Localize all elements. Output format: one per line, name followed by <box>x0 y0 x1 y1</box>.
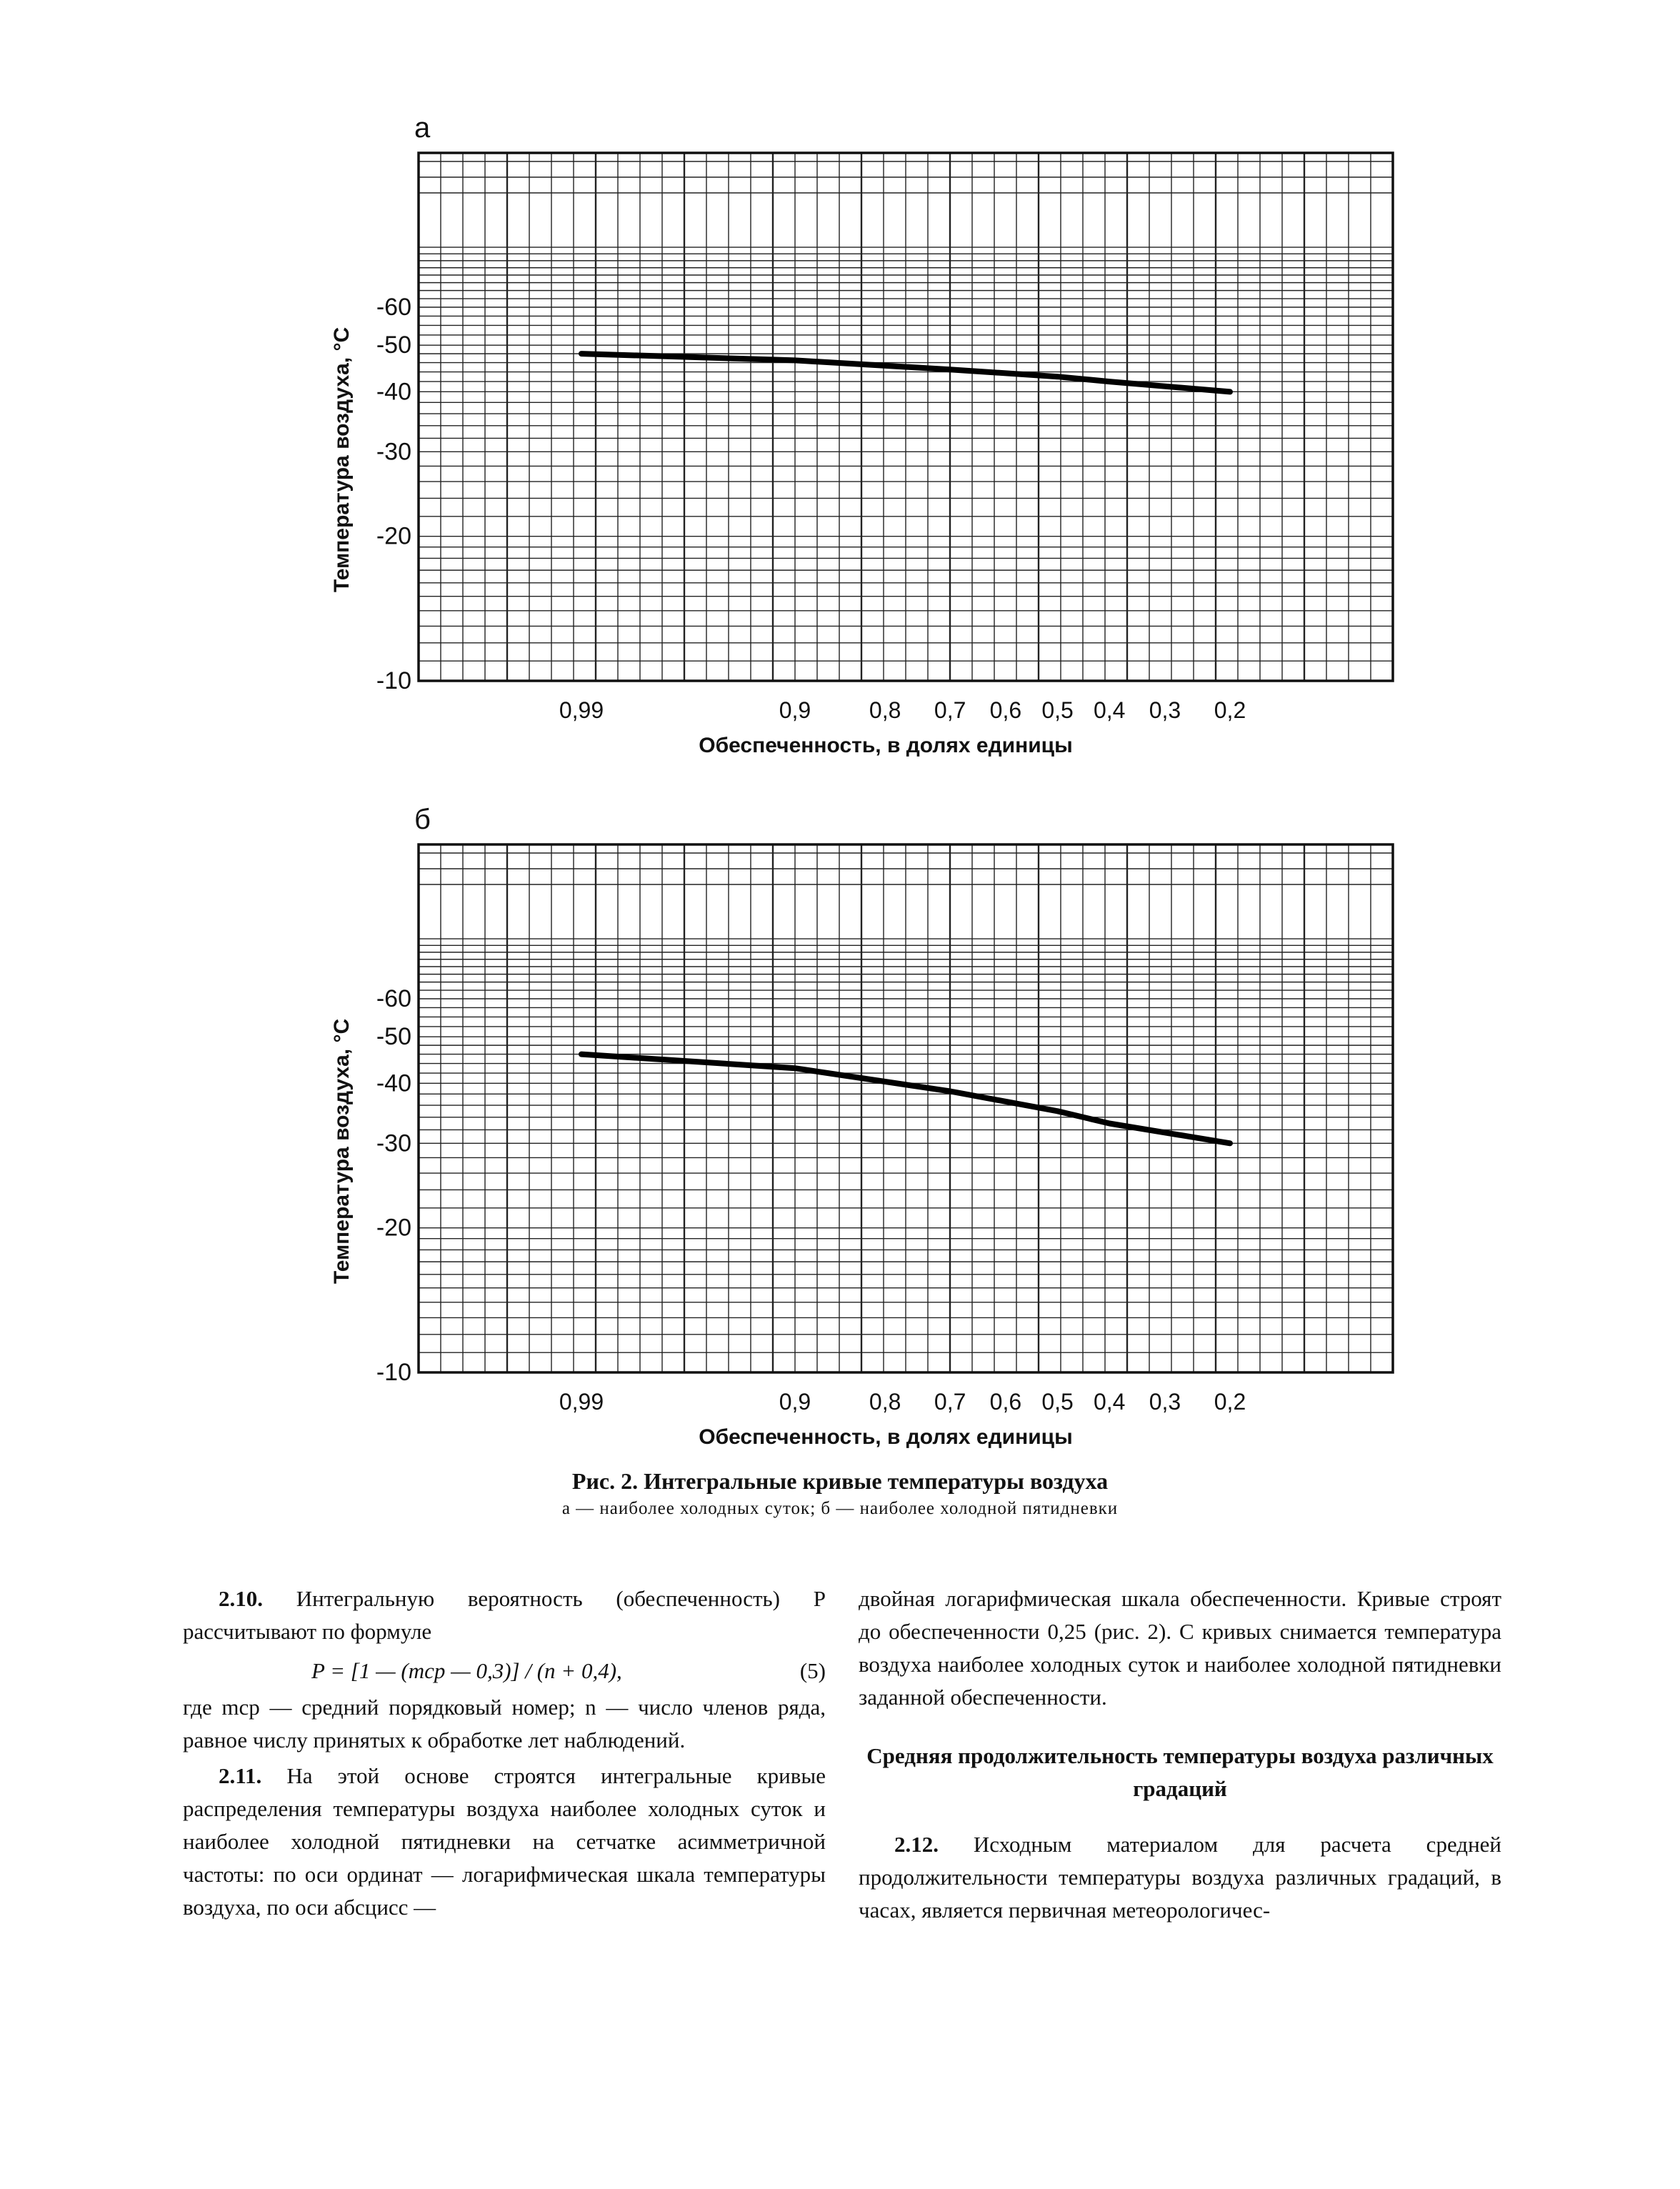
x-tick-label-b: 0,4 <box>1093 1389 1126 1415</box>
paragraph-text: Интегральную вероятность (обеспеченность) P рассчитывают по формуле <box>183 1586 826 1644</box>
x-tick-label-b: 0,5 <box>1041 1389 1074 1415</box>
x-tick-label-a: 0,8 <box>869 697 901 723</box>
text-column-left <box>183 1582 826 1927</box>
figure-caption-subtitle: а — наиболее холодных суток; б — наиболее холодной пятидневки <box>561 1499 1119 1518</box>
figure-caption-title: Рис. 2. Интегральные кривые температуры воздуха <box>571 1468 1109 1494</box>
y-axis-label-b: Температура воздуха, °С <box>330 1018 354 1285</box>
paragraph-text: На этой основе строятся интегральные кривые распределения температуры воздуха наиболее холодных суток и наиболее холодной пятидневки на сетчатке асимметричной частоты: по оси ординат — логарифмическая шкала температуры воздуха, по оси абсцисс — <box>183 1763 826 1920</box>
x-tick-label-a: 0,99 <box>559 697 604 723</box>
x-tick-label-b: 0,8 <box>869 1389 901 1415</box>
paragraph-2-12 <box>859 1828 1501 1927</box>
y-tick-label-b: -50 <box>376 1023 411 1051</box>
grid-a <box>419 153 1393 681</box>
section-heading: Средняя продолжительность температуры воздуха различных градаций <box>866 1743 1494 1801</box>
x-tick-label-a: 0,6 <box>989 697 1022 723</box>
y-tick-label-b: -40 <box>376 1069 411 1097</box>
y-tick-label-a: -60 <box>376 294 411 321</box>
x-tick-label-a: 0,5 <box>1041 697 1074 723</box>
x-tick-label-b: 0,3 <box>1149 1389 1181 1415</box>
x-tick-label-a: 0,3 <box>1149 697 1181 723</box>
x-tick-label-b: 0,99 <box>559 1389 604 1415</box>
y-tick-label-b: -20 <box>376 1214 411 1242</box>
panel-letter-a: а <box>414 114 431 144</box>
y-tick-label-a: -50 <box>376 331 411 359</box>
x-tick-label-b: 0,9 <box>779 1389 811 1415</box>
x-tick-label-a: 0,9 <box>779 697 811 723</box>
x-tick-label-b: 0,2 <box>1214 1389 1246 1415</box>
x-axis-label-b: Обеспеченность, в долях единицы <box>699 1425 1073 1449</box>
x-tick-label-a: 0,7 <box>934 697 966 723</box>
y-tick-label-a: -30 <box>376 438 411 466</box>
paragraph-number: 2.10. <box>219 1586 263 1611</box>
formula <box>183 1651 826 1691</box>
y-tick-label-b: -30 <box>376 1130 411 1157</box>
formula-number: (5) <box>799 1658 826 1683</box>
y-axis-label-a: Температура воздуха, °С <box>330 326 354 593</box>
y-tick-label-a: -20 <box>376 522 411 550</box>
paragraph-2-10-cont: где mср — средний порядковый номер; n — число членов ряда, равное числу принятых к обработке лет наблюдений. <box>183 1695 826 1752</box>
x-tick-label-b: 0,7 <box>934 1389 966 1415</box>
x-axis-label-a: Обеспеченность, в долях единицы <box>699 734 1073 757</box>
x-tick-label-a: 0,2 <box>1214 697 1246 723</box>
y-tick-label-a: -40 <box>376 378 411 406</box>
chart-a <box>0 114 1680 772</box>
x-tick-label-a: 0,4 <box>1093 697 1126 723</box>
grid-b <box>419 844 1393 1372</box>
paragraph-2-10 <box>183 1582 826 1648</box>
y-tick-label-b: -60 <box>376 985 411 1012</box>
paragraph-2-11 <box>183 1760 826 1924</box>
text-column-right <box>859 1582 1501 1930</box>
y-tick-label-a: -10 <box>376 667 411 694</box>
paragraph-number: 2.11. <box>219 1763 262 1788</box>
chart-b <box>0 806 1680 1463</box>
y-tick-label-b: -10 <box>376 1359 411 1386</box>
paragraph-text: Исходным материалом для расчета средней продолжительности температуры воздуха различных градаций, в часах, является первичная метеорологичес- <box>859 1832 1502 1923</box>
paragraph-number: 2.12. <box>894 1832 939 1857</box>
formula-expression: P = [1 — (mср — 0,3)] / (n + 0,4), <box>311 1658 622 1683</box>
paragraph-2-11-cont: двойная логарифмическая шкала обеспеченности. Кривые строят до обеспеченности 0,25 (рис. 2). С кривых снимается температура воздуха наиболее холодных суток и наиболее холодной пятидневки заданной обеспеченности. <box>859 1586 1501 1710</box>
panel-letter-b: б <box>414 806 431 835</box>
x-tick-label-b: 0,6 <box>989 1389 1022 1415</box>
